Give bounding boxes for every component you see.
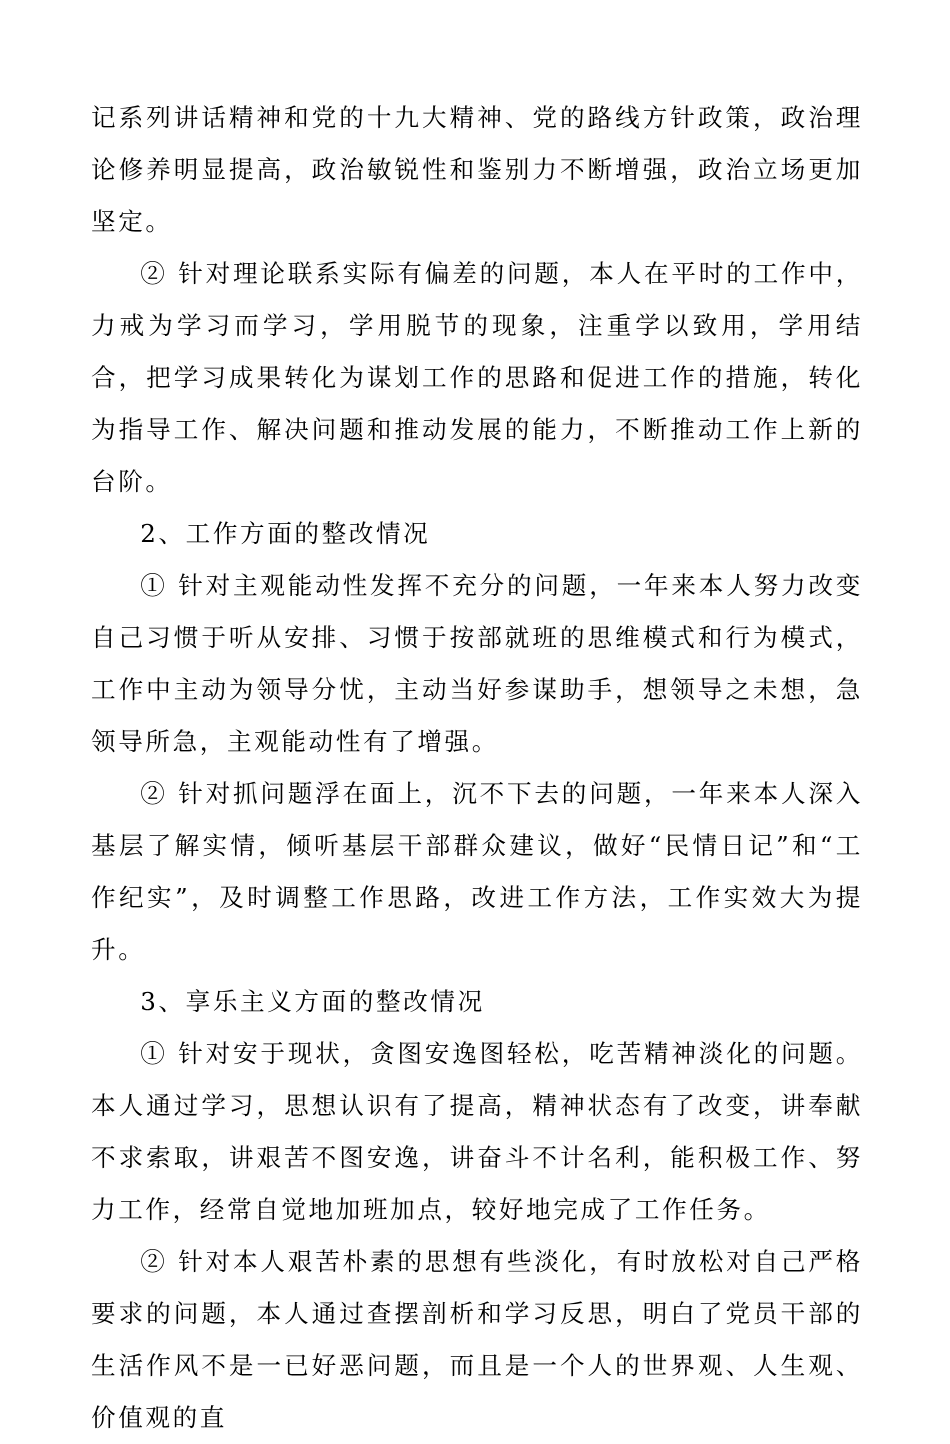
section-heading-work: 2、工作方面的整改情况: [140, 519, 431, 548]
paragraph-theory-practice: ② 针对理论联系实际有偏差的问题，本人在平时的工作中，力戒为学习而学习，学用脱节的现象，注重学以致用，学用结合，把学习成果转化为谋划工作的思路和促进工作的措施，转化为指导工作、解决问题和推动发展的能力，不断推动工作上新的台阶。: [91, 259, 863, 496]
paragraph-hard-work: ① 针对安于现状，贪图安逸图轻松，吃苦精神淡化的问题。本人通过学习，思想认识有了提高，精神状态有了改变，讲奉献不求索取，讲艰苦不图安逸，讲奋斗不计名利，能积极工作、努力工作，经常自觉地加班加点，较好地完成了工作任务。: [91, 1039, 863, 1224]
paragraph-frugality: ② 针对本人艰苦朴素的思想有些淡化，有时放松对自己严格要求的问题，本人通过查摆剖析和学习反思，明白了党员干部的生活作风不是一已好恶问题，而且是一个人的世界观、人生观、价值观的直: [91, 1247, 863, 1432]
paragraph-initiative: ① 针对主观能动性发挥不充分的问题，一年来本人努力改变自己习惯于听从安排、习惯于按部就班的思维模式和行为模式，工作中主动为领导分忧，主动当好参谋助手，想领导之未想，急领导所急，主观能动性有了增强。: [91, 571, 863, 756]
paragraph-grassroots: ② 针对抓问题浮在面上，沉不下去的问题，一年来本人深入基层了解实情，倾听基层干部群众建议，做好“民情日记”和“工作纪实”，及时调整工作思路，改进工作方法，工作实效大为提升。: [91, 779, 863, 964]
section-heading-hedonism: 3、享乐主义方面的整改情况: [140, 987, 485, 1016]
document-body: [91, 92, 863, 1444]
paragraph-continuation: 记系列讲话精神和党的十九大精神、党的路线方针政策，政治理论修养明显提高，政治敏锐性和鉴别力不断增强，政治立场更加坚定。: [91, 103, 863, 236]
